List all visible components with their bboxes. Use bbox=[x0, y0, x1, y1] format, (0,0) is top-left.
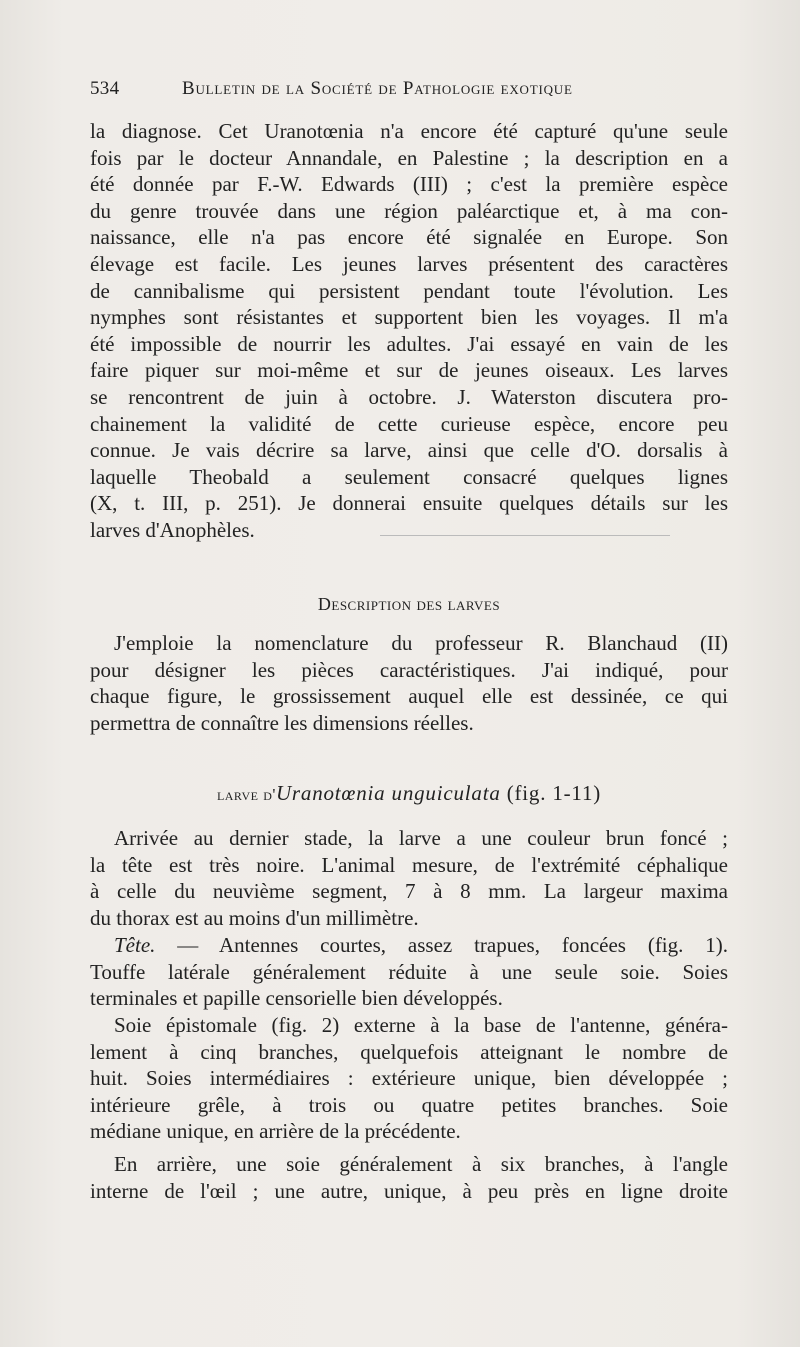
text-line: J'emploie la nomenclature du professeur R. Blanchaud (II) bbox=[114, 631, 728, 655]
text-line: fois par le docteur Annandale, en Palestine ; la description en a bbox=[90, 145, 728, 170]
text-line: Touffe latérale généralement réduite à une seule soie. Soies bbox=[90, 959, 728, 984]
section-heading: Description des larves bbox=[317, 594, 501, 614]
text-line: de cannibalisme qui persistent pendant toute l'évolution. Les bbox=[90, 278, 728, 303]
text-line: la tête est très noire. L'animal mesure, de l'extrémité céphalique bbox=[90, 852, 728, 877]
text-line: se rencontrent de juin à octobre. J. Waterston discutera pro- bbox=[90, 384, 728, 409]
paragraph-6 bbox=[90, 1151, 728, 1204]
text-line: terminales et papille censorielle bien développés. bbox=[90, 986, 503, 1011]
text-line: interne de l'œil ; une autre, unique, à peu près en ligne droite bbox=[90, 1178, 728, 1203]
paragraph-3 bbox=[90, 825, 728, 931]
text-line: intérieure grêle, à trois ou quatre petites branches. Soie bbox=[90, 1092, 728, 1117]
paragraph-5 bbox=[90, 1012, 728, 1145]
text-line: la diagnose. Cet Uranotœnia n'a encore été capturé qu'une seule bbox=[90, 119, 728, 143]
text-line: élevage est facile. Les jeunes larves présentent des caractères bbox=[90, 251, 728, 276]
text-line: permettra de connaître les dimensions réelles. bbox=[90, 710, 474, 735]
text-line: pour désigner les pièces caractéristiques. J'ai indiqué, pour bbox=[90, 657, 728, 682]
subsection-heading: larve d'Uranotœnia unguiculata (fig. 1-11) bbox=[216, 781, 602, 805]
page-number: 534 bbox=[90, 78, 120, 99]
running-title: Bulletin de la Société de Pathologie exotique bbox=[182, 78, 573, 99]
text-line: lement à cinq branches, quelquefois atteignant le nombre de bbox=[90, 1039, 728, 1064]
divider bbox=[380, 535, 670, 536]
text-line: chaque figure, le grossissement auquel elle est dessinée, ce qui bbox=[90, 684, 728, 709]
text-line: Arrivée au dernier stade, la larve a une couleur brun foncé ; bbox=[114, 826, 728, 850]
text-line: huit. Soies intermédiaires : extérieure unique, bien développée ; bbox=[90, 1066, 728, 1091]
text-line: du thorax est au moins d'un millimètre. bbox=[90, 905, 419, 930]
text-line: (X, t. III, p. 251). Je donnerai ensuite quelques détails sur les bbox=[90, 491, 728, 516]
text-line: médiane unique, en arrière de la précédente. bbox=[90, 1119, 461, 1144]
text-line: chainement la validité de cette curieuse espèce, encore peu bbox=[90, 411, 728, 436]
text-line: nymphes sont résistantes et supportent bien les voyages. Il m'a bbox=[90, 305, 728, 330]
text-line: à celle du neuvième segment, 7 à 8 mm. La largeur maxima bbox=[90, 879, 728, 904]
text-line: En arrière, une soie généralement à six branches, à l'angle bbox=[114, 1152, 728, 1176]
text-line: Tête. — Antennes courtes, assez trapues, foncées (fig. 1). bbox=[114, 933, 728, 957]
text-line: laquelle Theobald a seulement consacré quelques lignes bbox=[90, 464, 728, 489]
text-line: naissance, elle n'a pas encore été signalée en Europe. Son bbox=[90, 225, 728, 250]
text-line: larves d'Anophèles. bbox=[90, 517, 255, 542]
paragraph-2 bbox=[90, 630, 728, 736]
text-line: Soie épistomale (fig. 2) externe à la base de l'antenne, généra- bbox=[114, 1013, 728, 1037]
text-line: connue. Je vais décrire sa larve, ainsi que celle d'O. dorsalis à bbox=[90, 438, 728, 463]
text-line: été impossible de nourrir les adultes. J'ai essayé en vain de les bbox=[90, 331, 728, 356]
text-line: été donnée par F.-W. Edwards (III) ; c'est la première espèce bbox=[90, 172, 728, 197]
text-line: faire piquer sur moi-même et sur de jeunes oiseaux. Les larves bbox=[90, 358, 728, 383]
running-header bbox=[90, 78, 730, 104]
run-in-label: Tête. bbox=[114, 933, 156, 957]
paragraph-1 bbox=[90, 118, 728, 544]
text-line: du genre trouvée dans une région paléarctique et, à ma con- bbox=[90, 198, 728, 223]
paragraph-4 bbox=[90, 932, 728, 1012]
